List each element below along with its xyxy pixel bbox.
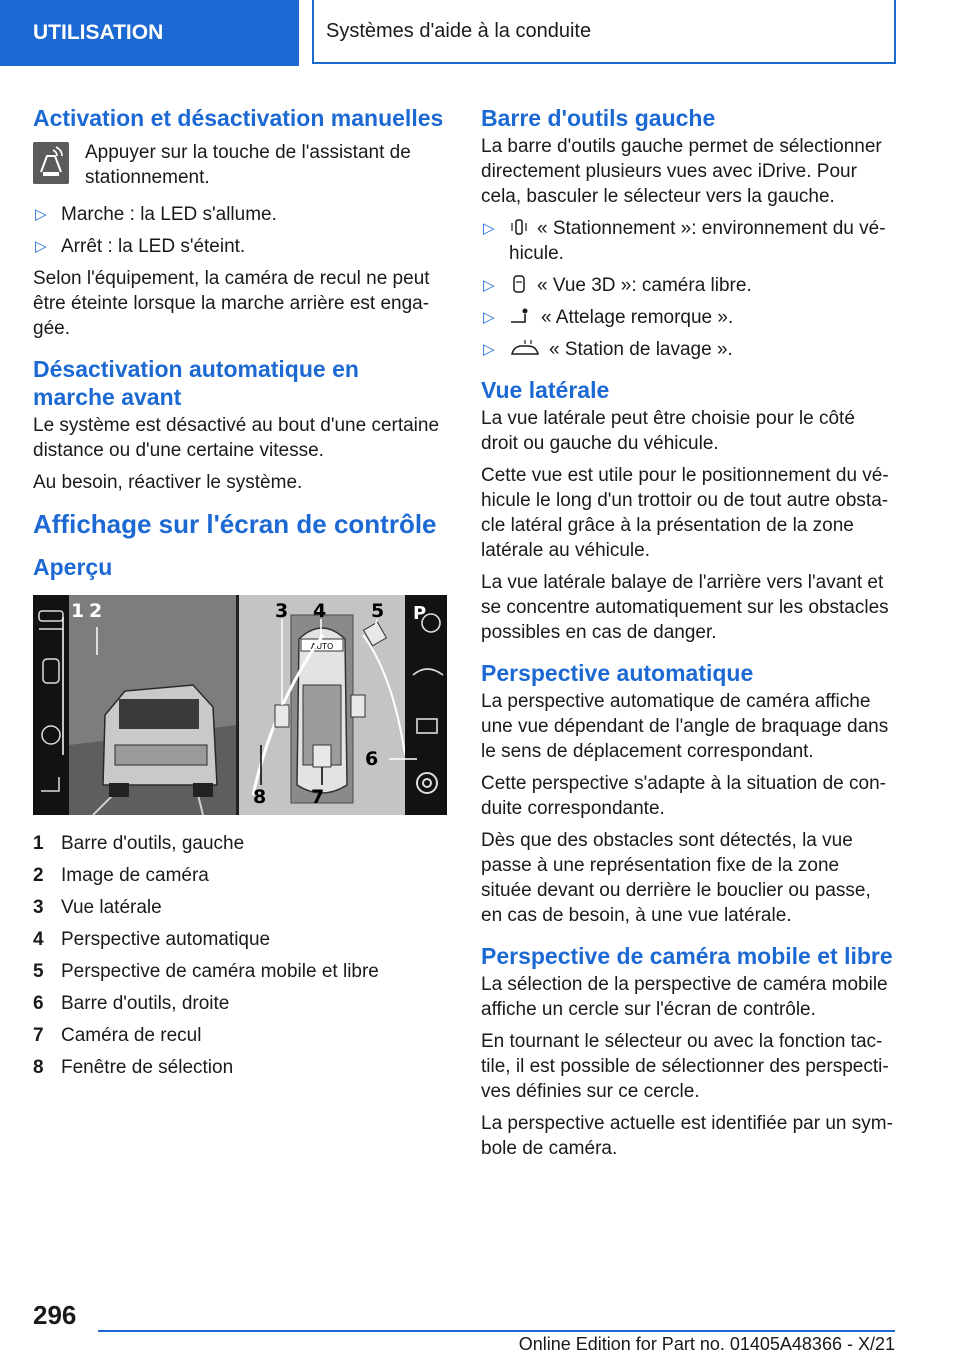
toolbar-list — [481, 216, 895, 362]
activation-list — [33, 202, 447, 259]
paragraph: La perspective automatique de caméra affiche une vue dépendant de l'angle de braquage dans le sens de déplacement correspondant. — [481, 691, 889, 762]
heading-side-view: Vue latérale — [481, 377, 610, 403]
bullet-triangle-icon: ▷ — [35, 238, 47, 255]
list-item: ▷ « Attelage remorque ». — [483, 307, 734, 328]
bullet-triangle-icon: ▷ — [483, 220, 495, 237]
camera-screen-illustration — [33, 595, 447, 815]
heading-free-perspective: Perspective de caméra mobile et libre — [481, 943, 893, 969]
page-header — [0, 0, 960, 66]
list-item: ▷ Arrêt : la LED s'éteint. — [35, 236, 246, 257]
legend-item: 5 Perspective de caméra mobile et libre — [33, 961, 379, 982]
paragraph: Cette vue est utile pour le positionnement du véhicule le long d'un trottoir ou de tout autre obstacle latéral grâce à la présentation de la zone latérale au véhicule. — [481, 465, 889, 561]
bullet-triangle-icon: ▷ — [35, 206, 47, 223]
chapter-title: Systèmes d'aide à la conduite — [312, 0, 896, 64]
car-wash-icon — [509, 338, 541, 358]
paragraph: La vue latérale peut être choisie pour le côté droit ou gauche du véhicule. — [481, 408, 855, 454]
paragraph: En tournant le sélecteur ou avec la fonction tactile, il est possible de sélectionner des perspectives définies sur ce cercle. — [481, 1031, 889, 1102]
activation-note: Selon l'équipement, la caméra de recul ne peut être éteinte lorsque la marche arrière est engagée. — [33, 268, 430, 339]
auto-off-p2: Au besoin, réactiver le système. — [33, 472, 303, 493]
paragraph: Dès que des obstacles sont détectés, la vue passe à une représentation fixe de la zone située devant ou derrière le bouclier ou passe, en cas de besoin, à une vue latérale. — [481, 830, 871, 926]
3d-view-icon — [509, 274, 529, 294]
figure-legend — [33, 831, 447, 1080]
list-item: ▷ « Stationnement »: environnement du véhicule. — [483, 218, 886, 264]
toolbar-p-label: P — [413, 603, 427, 624]
paragraph: La perspective actuelle est identifiée par un symbole de caméra. — [481, 1113, 893, 1159]
heading-left-toolbar: Barre d'outils gauche — [481, 105, 716, 131]
parking-view-icon — [509, 217, 529, 237]
list-item: ▷ Marche : la LED s'allume. — [35, 204, 277, 225]
legend-item: 7 Caméra de recul — [33, 1025, 202, 1046]
legend-item: 6 Barre d'outils, droite — [33, 993, 230, 1014]
bullet-triangle-icon: ▷ — [483, 341, 495, 358]
legend-item: 1 Barre d'outils, gauche — [33, 833, 245, 854]
heading-auto-perspective: Perspective automatique — [481, 660, 754, 686]
callout-2: 2 — [89, 600, 103, 622]
heading-activation: Activation et désactivation manuelles — [33, 105, 444, 131]
edition-note: Online Edition for Part no. 01405A48366 - X/21 — [518, 1334, 895, 1354]
bullet-triangle-icon: ▷ — [483, 309, 495, 326]
suv-rear-illustration — [103, 685, 217, 797]
right-column — [481, 100, 895, 1168]
auto-badge: AUTO — [310, 642, 334, 651]
left-column — [33, 100, 447, 1087]
callout-4: 4 — [313, 600, 327, 622]
legend-item: 8 Fenêtre de sélection — [33, 1057, 234, 1078]
heading-overview: Aperçu — [33, 554, 113, 580]
legend-item: 2 Image de caméra — [33, 865, 209, 886]
paragraph: Cette perspective s'adapte à la situation de conduite correspondante. — [481, 773, 886, 819]
callout-5: 5 — [371, 600, 385, 622]
list-item: ▷ « Station de lavage ». — [483, 339, 733, 360]
callout-7: 7 — [311, 786, 325, 808]
page-number: 296 — [33, 1300, 77, 1330]
heading-auto-off: Désactivation automatique en marche avant — [33, 356, 359, 410]
legend-item: 4 Perspective automatique — [33, 929, 271, 950]
callout-3: 3 — [275, 600, 289, 622]
legend-item: 3 Vue latérale — [33, 897, 162, 918]
paragraph: La sélection de la perspective de caméra mobile affiche un cercle sur l'écran de contrôle. — [481, 974, 888, 1020]
auto-off-p1: Le système est désactivé au bout d'une certaine distance ou d'une certaine vitesse. — [33, 415, 440, 461]
bullet-triangle-icon: ▷ — [483, 277, 495, 294]
section-tab[interactable]: UTILISATION — [0, 0, 299, 66]
park-assist-button-icon — [33, 142, 69, 184]
trailer-hitch-icon — [509, 306, 533, 326]
list-item: ▷ « Vue 3D »: caméra libre. — [483, 275, 752, 296]
footer-divider — [98, 1330, 895, 1332]
paragraph: La vue latérale balaye de l'arrière vers l'avant et se concentre automatiquement sur les obstacles possibles en cas de danger. — [481, 572, 889, 643]
callout-1: 1 — [71, 600, 85, 622]
pdc-button-paragraph — [33, 140, 447, 190]
pdc-button-text: Appuyer sur la touche de l'assistant de stationnement. — [85, 142, 411, 188]
heading-display: Affichage sur l'écran de contrôle — [33, 509, 437, 539]
camera-screen-figure — [33, 595, 447, 815]
callout-6: 6 — [365, 748, 379, 770]
toolbar-intro: La barre d'outils gauche permet de sélectionner directement plusieurs vues avec iDrive. Pour cela, basculer le sélecteur vers la gauche. — [481, 136, 882, 207]
callout-8: 8 — [253, 786, 267, 808]
